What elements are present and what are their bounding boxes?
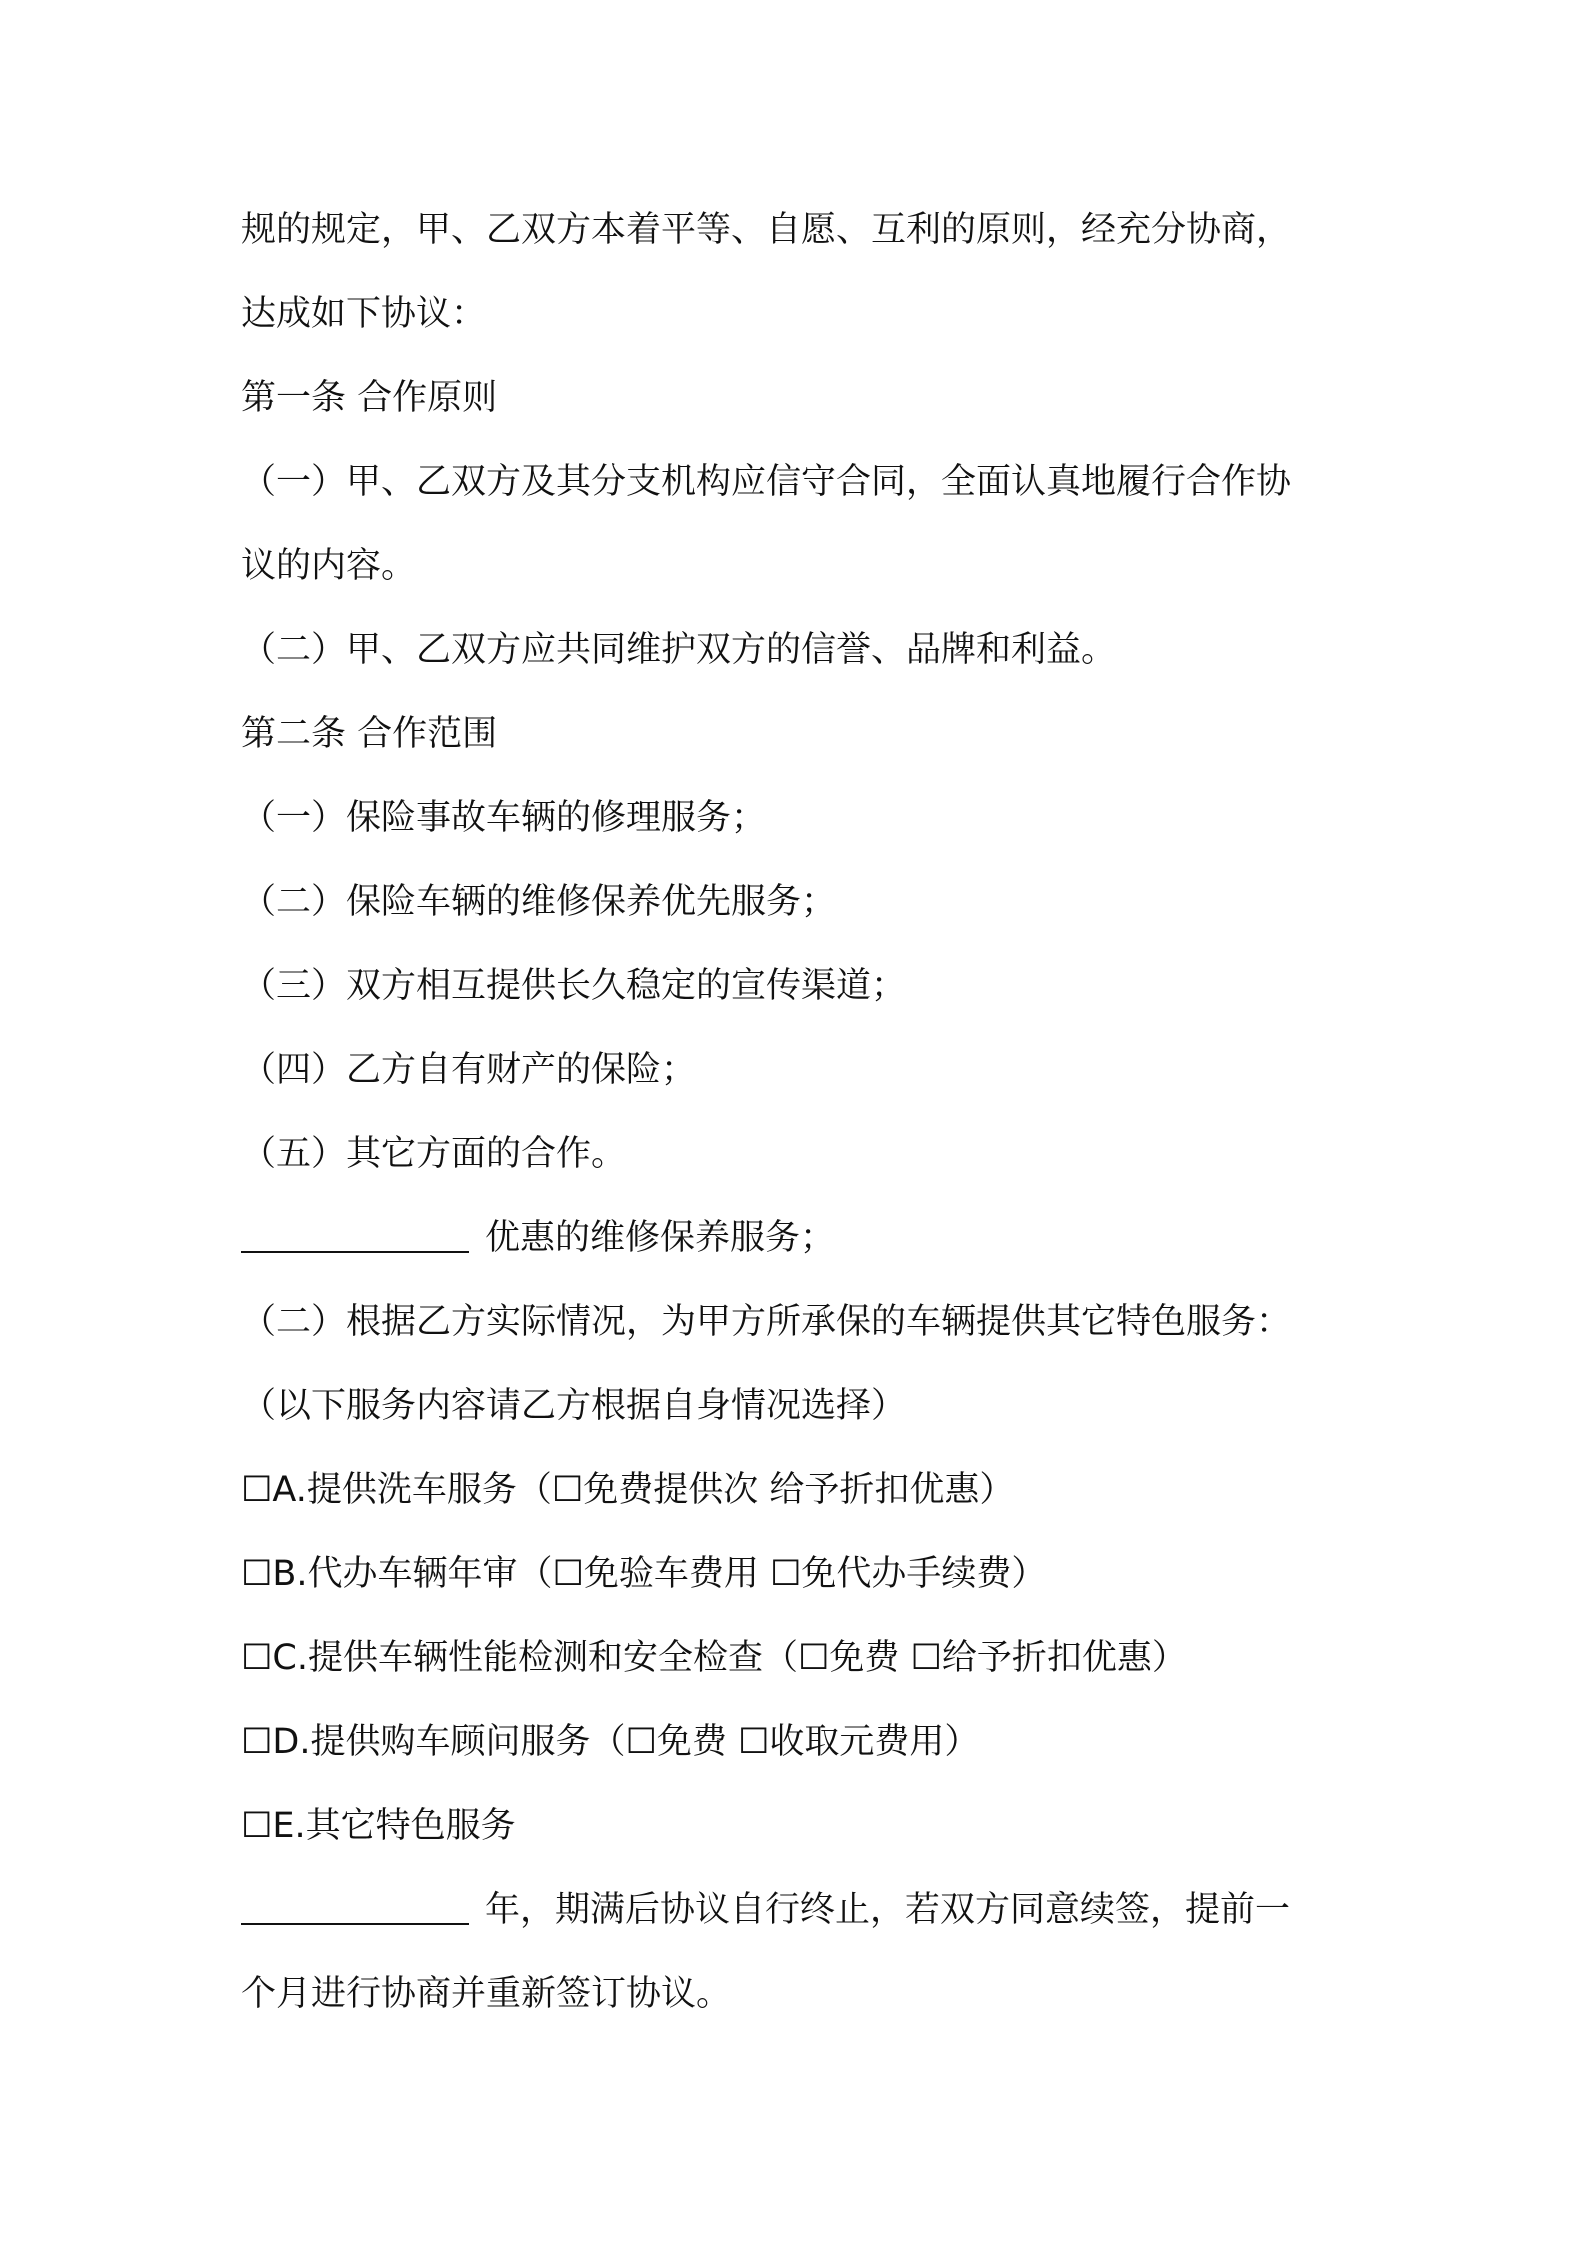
text-line: （以下服务内容请乙方根据自身情况选择） (241, 1386, 907, 1426)
fill-in-blank[interactable] (241, 1887, 469, 1925)
checkbox-option-d: ☐D.提供购车顾问服务（☐免费 ☐收取元费用） (241, 1722, 980, 1762)
text-line: （五）其它方面的合作。 (241, 1134, 627, 1174)
text-line: 议的内容。 (241, 546, 417, 586)
text-line: 优惠的维修保养服务； (485, 1218, 836, 1258)
text-line: 年，期满后协议自行终止，若双方同意续签，提前一 (485, 1890, 1291, 1930)
checkbox-option-e: ☐E.其它特色服务 (241, 1806, 516, 1846)
text-line: （一）保险事故车辆的修理服务； (241, 798, 767, 838)
text-line-with-blank (241, 1886, 1361, 1934)
text-line: （二）根据乙方实际情况，为甲方所承保的车辆提供其它特色服务： (241, 1302, 1292, 1342)
text-line: （二）保险车辆的维修保养优先服务； (241, 882, 837, 922)
checkbox-option-c: ☐C.提供车辆性能检测和安全检查（☐免费 ☐给予折扣优惠） (241, 1638, 1187, 1678)
text-line: 个月进行协商并重新签订协议。 (241, 1974, 732, 2014)
text-line-with-blank (241, 1214, 1361, 1262)
article-heading: 第一条 合作原则 (241, 378, 498, 418)
text-line: （四）乙方自有财产的保险； (241, 1050, 697, 1090)
text-line: 规的规定，甲、乙双方本着平等、自愿、互利的原则，经充分协商， (241, 210, 1292, 250)
text-line: （三）双方相互提供长久稳定的宣传渠道； (241, 966, 907, 1006)
text-line: （一）甲、乙双方及其分支机构应信守合同，全面认真地履行合作协 (241, 462, 1292, 502)
fill-in-blank[interactable] (241, 1215, 469, 1253)
text-line: 达成如下协议： (241, 294, 487, 334)
text-line: （二）甲、乙双方应共同维护双方的信誉、品牌和利益。 (241, 630, 1117, 670)
checkbox-option-a: ☐A.提供洗车服务（☐免费提供次 给予折扣优惠） (241, 1470, 1015, 1510)
checkbox-option-b: ☐B.代办车辆年审（☐免验车费用 ☐免代办手续费） (241, 1554, 1047, 1594)
article-heading: 第二条 合作范围 (241, 714, 498, 754)
